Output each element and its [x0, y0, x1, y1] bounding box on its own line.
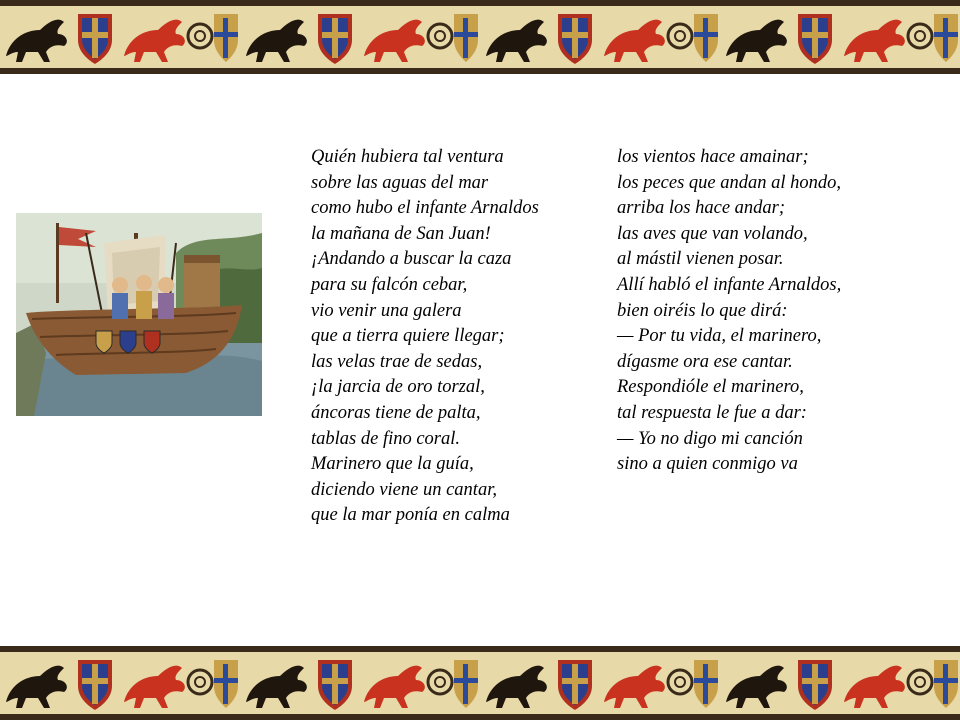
bottom-decorative-border	[0, 646, 960, 720]
poem-line: ¡la jarcia de oro torzal,	[311, 377, 485, 398]
poem-line: bien oiréis lo que dirá:	[617, 300, 788, 321]
poem-line: al mástil vienen posar.	[617, 249, 784, 270]
poem-line: — Por tu vida, el marinero,	[617, 326, 822, 347]
heraldic-border-top-icon	[0, 0, 960, 74]
poem-line: tal respuesta le fue a dar:	[617, 402, 807, 423]
poem-line: los peces que andan al hondo,	[617, 172, 842, 193]
poem-line: Allí habló el infante Arnaldos,	[617, 274, 842, 295]
poem-right-column	[617, 145, 841, 478]
poem-line: Respondióle el marinero,	[617, 377, 804, 398]
poem-line: áncoras tiene de palta,	[311, 402, 481, 423]
poem-line: diciendo viene un cantar,	[311, 479, 497, 500]
poem-line: ¡Andando a buscar la caza	[311, 249, 512, 270]
poem-line: Quién hubiera tal ventura	[311, 147, 504, 167]
poem-line: sino a quien conmigo va	[617, 454, 798, 475]
poem-line: Marinero que la guía,	[311, 454, 474, 475]
poem-line: las velas trae de sedas,	[311, 351, 483, 372]
ship-illustration	[16, 213, 262, 416]
poem-line: la mañana de San Juan!	[311, 223, 491, 244]
heraldic-border-bottom-icon	[0, 646, 960, 720]
poem-line: que a tierra quiere llegar;	[311, 326, 505, 347]
poem-line: como hubo el infante Arnaldos	[311, 198, 539, 219]
top-decorative-border	[0, 0, 960, 74]
ship-miniature-icon	[16, 213, 262, 416]
poem-line: tablas de fino coral.	[311, 428, 461, 449]
poem-line: arriba los hace andar;	[617, 198, 786, 219]
poem-line: dígasme ora ese cantar.	[617, 351, 793, 372]
poem-line: las aves que van volando,	[617, 223, 808, 244]
poem-line: sobre las aguas del mar	[311, 172, 489, 193]
poem-line: que la mar ponía en calma	[311, 505, 510, 526]
poem-line: — Yo no digo mi canción	[617, 428, 803, 449]
poem-line: los vientos hace amainar;	[617, 147, 809, 167]
poem-line: para su falcón cebar,	[311, 274, 468, 295]
poem-left-column	[311, 145, 539, 529]
poem-line: vio venir una galera	[311, 300, 462, 321]
